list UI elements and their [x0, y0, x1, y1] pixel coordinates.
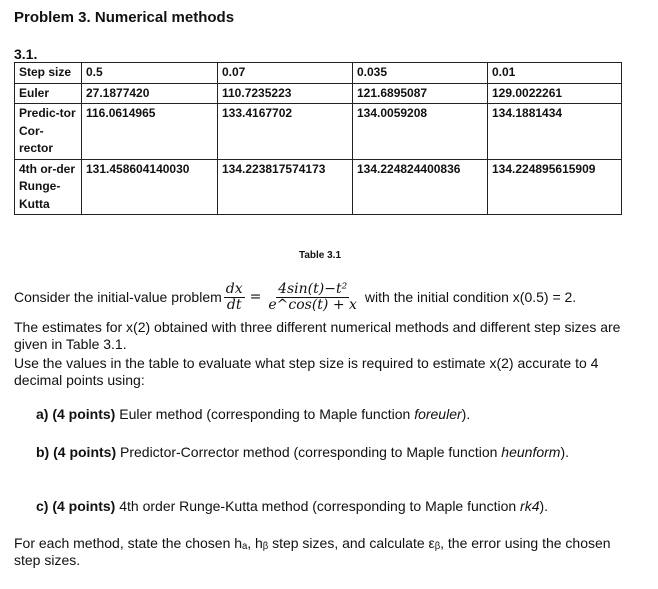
table-caption: Table 3.1: [298, 250, 342, 261]
value-cell: 131.458604140030: [82, 159, 218, 215]
lhs-numerator: dx: [225, 281, 243, 297]
method-cell: Predic-tor Cor-rector: [15, 104, 82, 160]
value-cell: 134.224824400836: [353, 159, 488, 215]
table-row: [15, 159, 622, 215]
item-points: (4 points): [52, 498, 116, 514]
value-cell: 134.224895615909: [488, 159, 622, 215]
maple-function: rk4: [520, 498, 540, 514]
item-points: (4 points): [53, 444, 117, 460]
table-row: [15, 104, 622, 160]
rhs-denominator: e^cos(t) + x: [268, 297, 357, 313]
table-row: [15, 83, 622, 104]
item-text: Predictor-Corrector method (corresponding to Maple function: [120, 444, 498, 460]
header-cell: 0.035: [353, 63, 488, 84]
value-cell: 110.7235223: [218, 83, 353, 104]
value-cell: 134.1881434: [488, 104, 622, 160]
rhs-fraction: [266, 282, 359, 313]
subsection-number: 3.1.: [14, 46, 38, 62]
item-label: c): [36, 498, 49, 514]
value-cell: 116.0614965: [82, 104, 218, 160]
table-header-row: [15, 63, 622, 84]
rhs-numerator: 4sin(t)−t²: [278, 281, 348, 297]
item-text: 4th order Runge-Kutta method (corresponding to Maple function: [119, 498, 517, 514]
value-cell: 27.1877420: [82, 83, 218, 104]
problem-statement: [14, 282, 644, 313]
lhs-denominator: dt: [226, 297, 242, 313]
paragraph-instructions: Use the values in the table to evaluate what step size is required to estimate x(2) accurate to 4 decimal points using:: [14, 355, 599, 388]
item-label: b): [36, 444, 50, 460]
equals-sign: =: [249, 289, 262, 305]
value-cell: 129.0022261: [488, 83, 622, 104]
value-cell: 133.4167702: [218, 104, 353, 160]
maple-function: heunform: [501, 444, 561, 460]
item-end: ).: [539, 498, 549, 514]
item-points: (4 points): [52, 406, 116, 422]
header-cell: 0.01: [488, 63, 622, 84]
item-end: ).: [560, 444, 570, 460]
problem-title: Problem 3. Numerical methods: [14, 9, 235, 26]
header-cell: Step size: [15, 63, 82, 84]
item-end: ).: [461, 406, 471, 422]
method-cell: 4th or-der Runge-Kutta: [15, 159, 82, 215]
question-b: [36, 444, 616, 461]
value-cell: 134.223817574173: [218, 159, 353, 215]
statement-suffix: with the initial condition x(0.5) = 2.: [364, 289, 577, 305]
item-label: a): [36, 406, 49, 422]
final-instructions: For each method, state the chosen hₐ, hᵦ step sizes, and calculate εᵦ, the error using the chosen step sizes.: [14, 535, 611, 568]
header-cell: 0.5: [82, 63, 218, 84]
value-cell: 121.6895087: [353, 83, 488, 104]
results-table: [14, 62, 622, 215]
method-cell: Euler: [15, 83, 82, 104]
item-text: Euler method (corresponding to Maple function: [119, 406, 411, 422]
maple-function: foreuler: [414, 406, 462, 422]
question-a: [36, 406, 626, 423]
paragraph-estimates: The estimates for x(2) obtained with three different numerical methods and different step sizes are given in Table 3.1.: [14, 319, 621, 352]
statement-prefix: Consider the initial-value problem: [14, 289, 222, 305]
value-cell: 134.0059208: [353, 104, 488, 160]
header-cell: 0.07: [218, 63, 353, 84]
lhs-fraction: [224, 282, 245, 313]
question-c: [36, 498, 626, 515]
